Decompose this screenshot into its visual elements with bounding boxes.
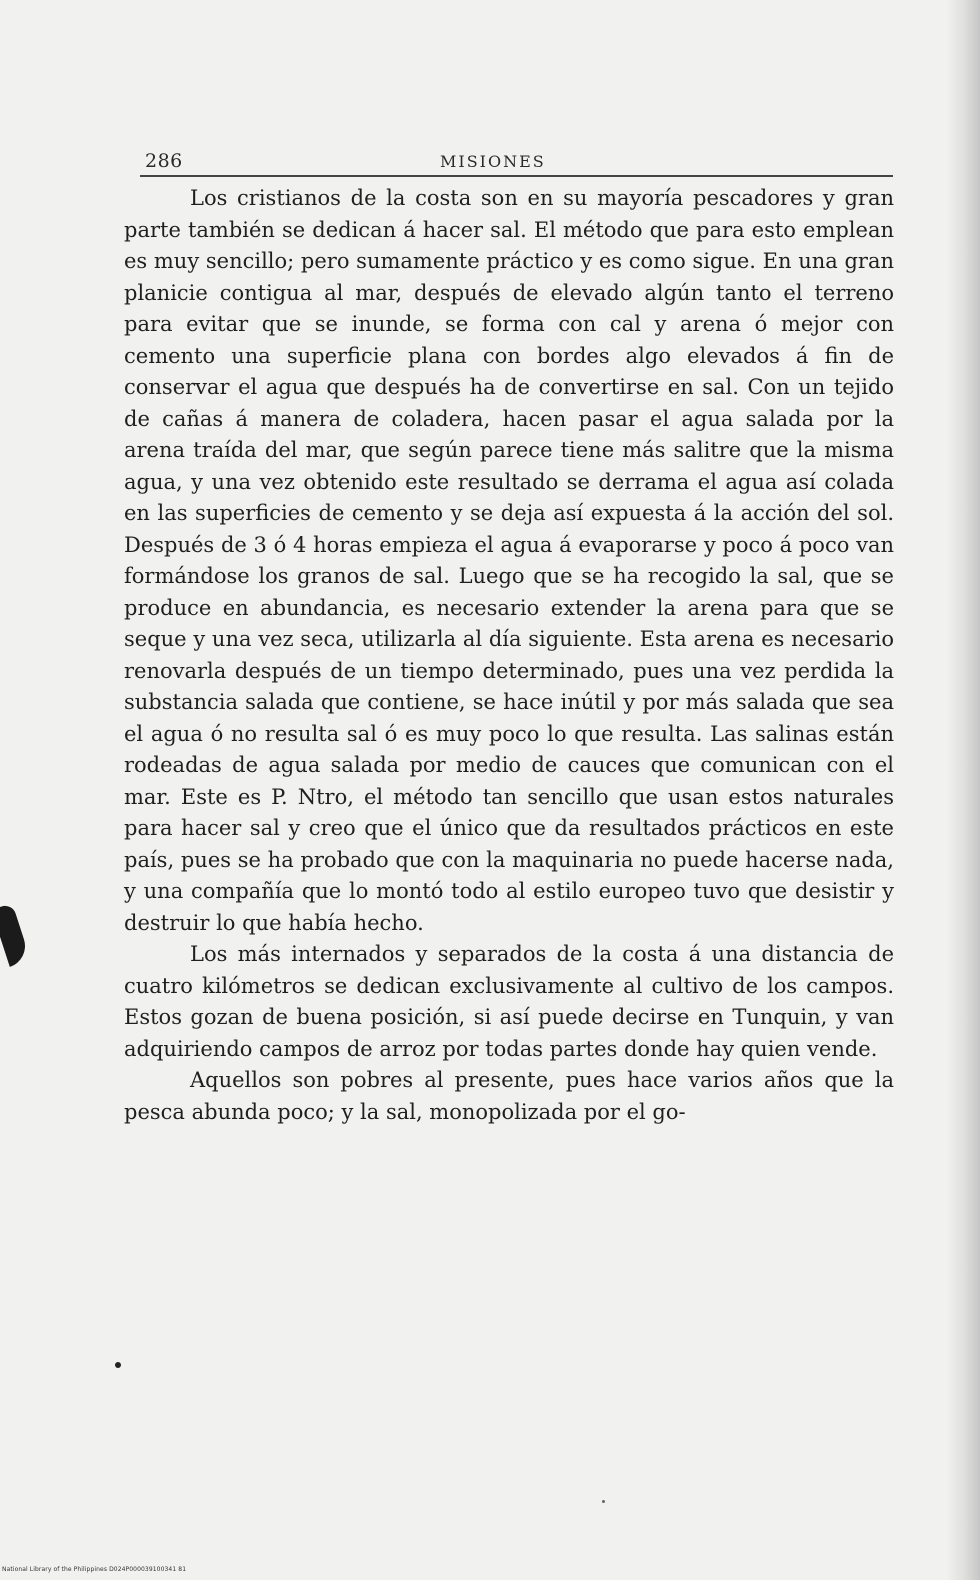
stray-dot bbox=[115, 1362, 121, 1368]
body-text bbox=[124, 183, 894, 1128]
running-head: MISIONES bbox=[440, 152, 546, 171]
scan-edge-mark bbox=[0, 903, 31, 967]
paragraph-salt-making: Los cristianos de la costa son en su mayoría pescadores y gran parte también se dedican á hacer sal. El método que para esto emplean es muy sencillo; pero sumamente práctico y es como sigue. En una gran planicie contigua al mar, después de elevado algún tanto el terreno para evitar que se inunde, se forma con cal y arena ó mejor con cemento una superficie plana con bordes algo elevados á fin de conservar el agua que después ha de convertirse en sal. Con un tejido de cañas á manera de coladera, hacen pasar el agua salada por la arena traída del mar, que según parece tiene más salitre que la misma agua, y una vez obtenido este resultado se derrama el agua así colada en las superficies de cemento y se deja así expuesta á la acción del sol. Después de 3 ó 4 horas empieza el agua á evaporarse y poco á poco van formándose los granos de sal. Luego que se ha recogido la sal, que se produce en abundancia, es necesario extender la arena para que se seque y una vez seca, utilizarla al día siguiente. Esta arena es necesario renovarla después de un tiempo determinado, pues una vez perdida la substancia salada que contiene, se hace inútil y por más salada que sea el agua ó no resulta sal ó es muy poco lo que resulta. Las salinas están rodeadas de agua salada por medio de cauces que comunican con el mar. Este es P. Ntro, el método tan sencillo que usan estos naturales para hacer sal y creo que el único que da resultados prácticos en este país, pues se ha probado que con la maquinaria no puede hacerse nada, y una compañía que lo montó todo al estilo europeo tuvo que desistir y destruir lo que había hecho. bbox=[124, 186, 894, 935]
page-header bbox=[140, 150, 893, 176]
scan-speck bbox=[602, 1500, 605, 1503]
paragraph-poverty: Aquellos son pobres al presente, pues hace varios años que la pesca abunda poco; y la sal, monopolizada por el go- bbox=[124, 1068, 894, 1124]
paragraph-inland-farmers: Los más internados y separados de la costa á una distancia de cuatro kilómetros se dedican exclusivamente al cultivo de los campos. Estos gozan de buena posición, si así puede decirse en Tunquin, y van adquiriendo campos de arroz por todas partes donde hay quien vende. bbox=[124, 942, 894, 1061]
scan-credit: National Library of the Philippines D024P000039100341 81 bbox=[2, 1566, 187, 1573]
binding-shadow bbox=[946, 0, 980, 1580]
header-rule bbox=[140, 175, 893, 177]
page-number: 286 bbox=[145, 150, 183, 172]
